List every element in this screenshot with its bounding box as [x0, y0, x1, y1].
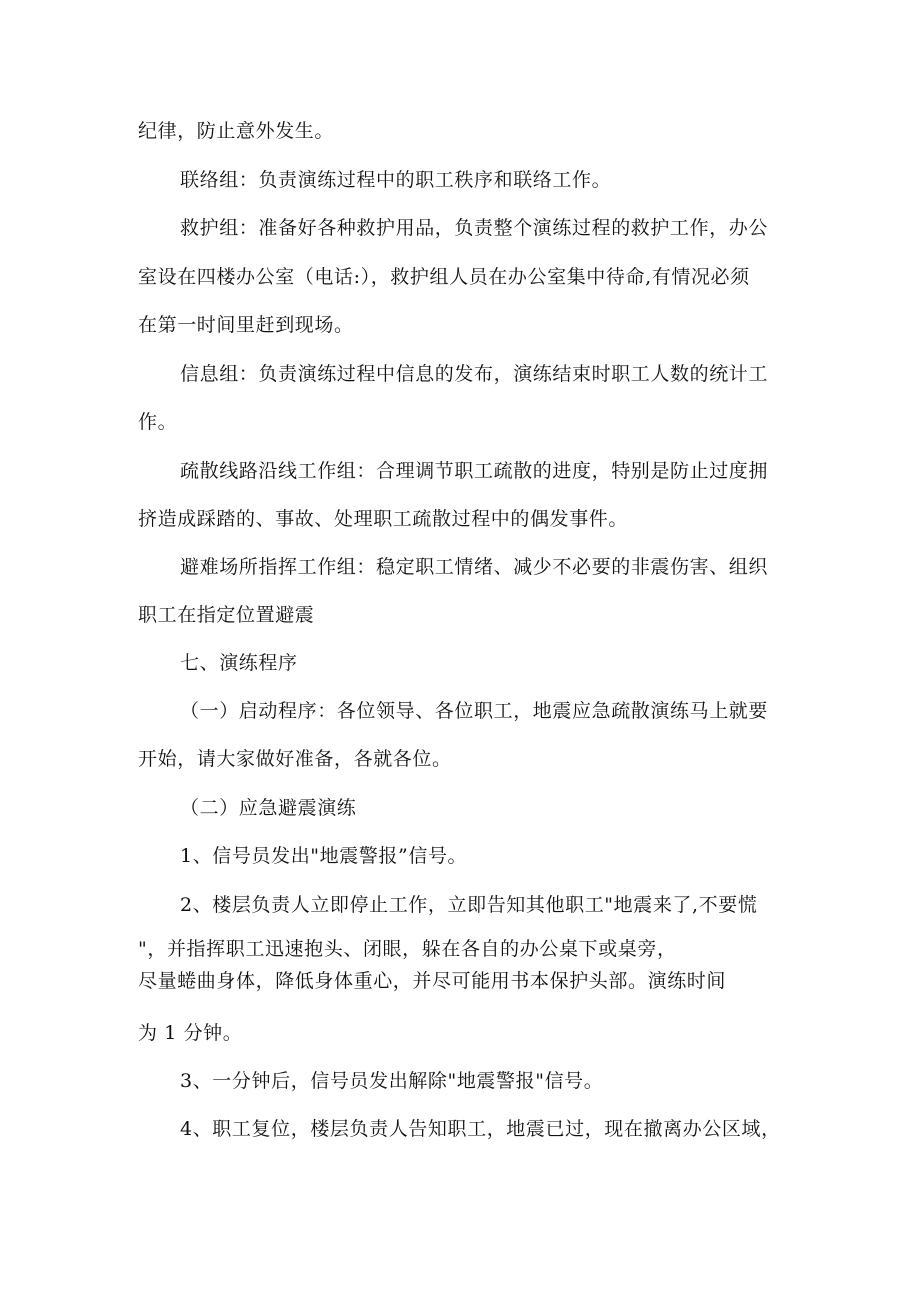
- text-line: 2、楼层负责人立即停止工作，立即告知其他职工"地震来了,不要慌: [180, 894, 758, 916]
- text-line: 纪律，防止意外发生。: [138, 120, 335, 142]
- text-line: 开始，请大家做好准备，各就各位。: [138, 748, 452, 770]
- text-line: 职工在指定位置避震: [138, 604, 315, 626]
- text-line: 作。: [138, 411, 178, 433]
- text-line: 3、一分钟后，信号员发出解除"地震警报"信号。: [180, 1070, 604, 1092]
- text-line: 在第一时间里赶到现场。: [138, 314, 354, 336]
- text-line: 4、职工复位，楼层负责人告知职工，地震已过，现在撤离办公区域，: [180, 1118, 781, 1140]
- text-line: 尽量蜷曲身体，降低身体重心，并尽可能用书本保护头部。演练时间: [138, 970, 727, 992]
- text-line: 为 1 分钟。: [138, 1022, 243, 1044]
- text-line: 避难场所指挥工作组：稳定职工情绪、减少不必要的非震伤害、组织: [180, 556, 769, 578]
- text-line: "，并指挥职工迅速抱头、闭眼，躲在各自的办公桌下或桌旁，: [138, 938, 677, 960]
- text-line: 信息组：负责演练过程中信息的发布，演练结束时职工人数的统计工: [180, 363, 769, 385]
- text-line: 救护组：准备好各种救护用品，负责整个演练过程的救护工作，办公: [180, 217, 769, 239]
- text-line: 挤造成踩踏的、事故、处理职工疏散过程中的偶发事件。: [138, 508, 629, 530]
- text-line: （一）启动程序：各位领导、各位职工，地震应急疏散演练马上就要: [180, 700, 769, 722]
- text-line: 室设在四楼办公室（电话:），救护组人员在办公室集中待命,有情况必须: [138, 266, 750, 288]
- text-line: 1、信号员发出"地震警报”信号。: [180, 845, 468, 867]
- text-line: 联络组：负责演练过程中的职工秩序和联络工作。: [180, 169, 612, 191]
- text-line: 疏散线路沿线工作组：合理调节职工疏散的进度，特别是防止过度拥: [180, 460, 769, 482]
- subsection-heading: （二）应急避震演练: [180, 797, 357, 819]
- section-heading: 七、演练程序: [180, 652, 298, 674]
